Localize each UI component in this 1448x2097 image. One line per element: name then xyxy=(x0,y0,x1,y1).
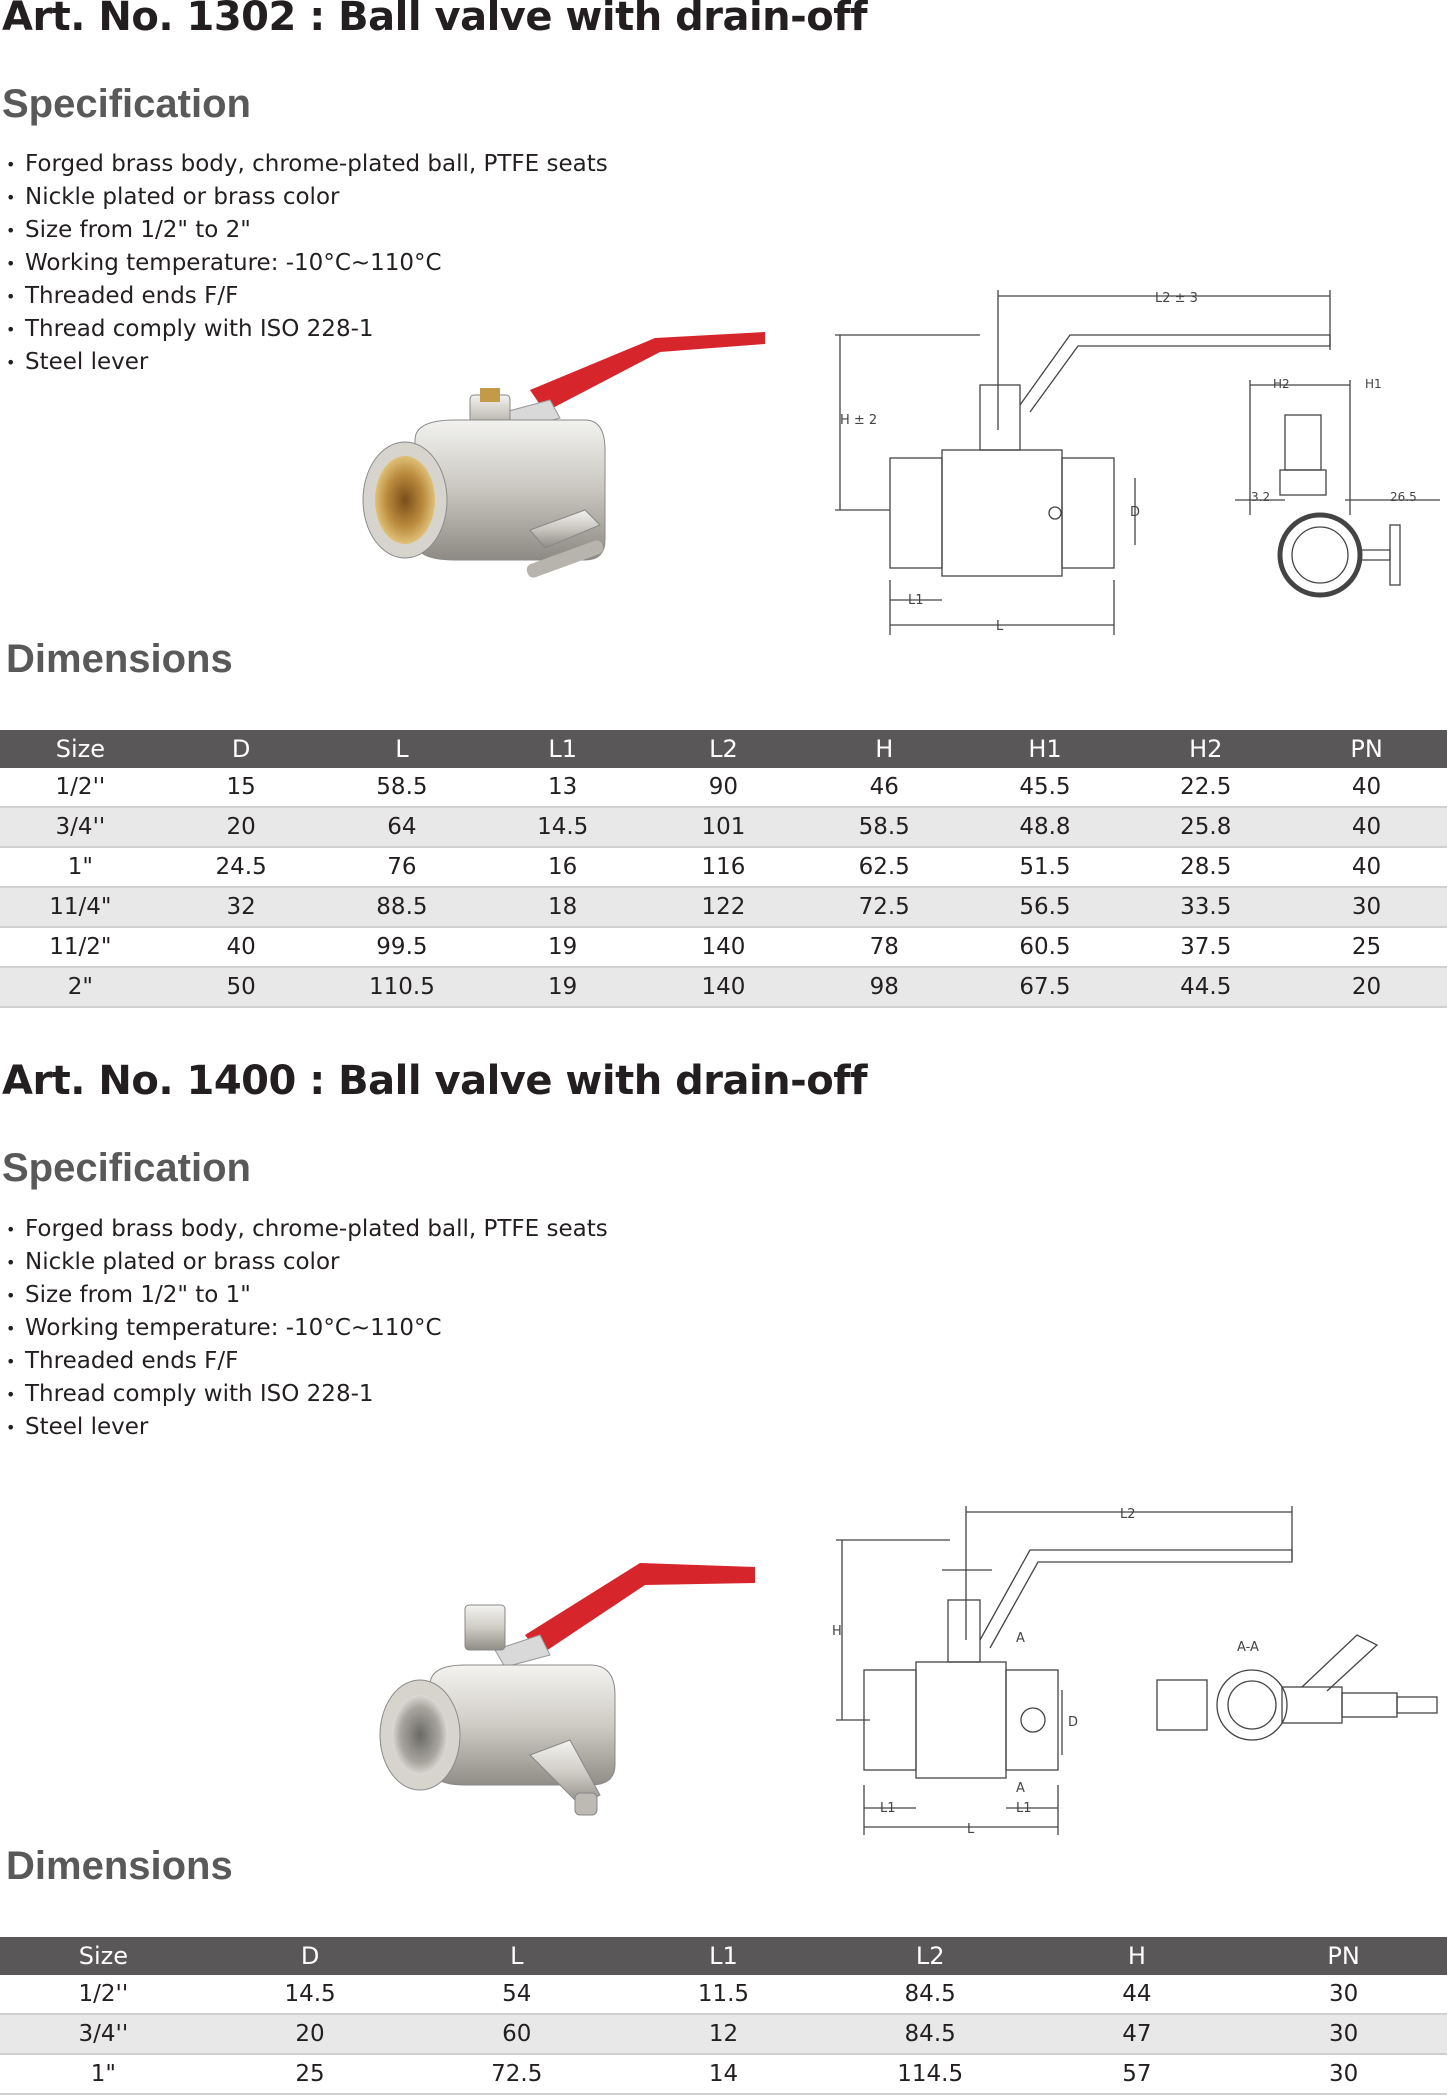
table-cell: 14.5 xyxy=(207,1975,414,2014)
specification-heading-1400: Specification xyxy=(2,1146,251,1190)
table-cell: 14 xyxy=(620,2054,827,2094)
spec-item: • Threaded ends F/F xyxy=(6,280,608,313)
label-section-aa: A-A xyxy=(1237,1640,1259,1655)
spec-item: • Forged brass body, chrome-plated ball, PTFE seats xyxy=(6,1213,608,1246)
table-cell: 110.5 xyxy=(322,967,483,1007)
spec-item: • Forged brass body, chrome-plated ball, PTFE seats xyxy=(6,148,608,181)
table-cell: 60.5 xyxy=(965,927,1126,967)
spec-item: • Nickle plated or brass color xyxy=(6,1246,608,1279)
table-cell: 18 xyxy=(482,887,643,927)
dimensions-heading-1302: Dimensions xyxy=(6,637,233,681)
table-cell: 140 xyxy=(643,927,804,967)
label-d: D xyxy=(1130,505,1141,520)
spec-list-1400 xyxy=(6,1213,608,1444)
table-cell: 32 xyxy=(161,887,322,927)
table-cell: 44.5 xyxy=(1125,967,1286,1007)
table-cell: 12 xyxy=(620,2014,827,2054)
article-1400-title: Art. No. 1400 : Ball valve with drain-off xyxy=(2,1058,868,1104)
table-cell: 16 xyxy=(482,847,643,887)
table-cell: 13 xyxy=(482,768,643,807)
spec-item: • Size from 1/2" to 2" xyxy=(6,214,608,247)
spec-item: • Working temperature: -10°C~110°C xyxy=(6,1312,608,1345)
label-a-top: A xyxy=(1016,1631,1025,1646)
table-cell: 40 xyxy=(1286,847,1447,887)
col-header: L2 xyxy=(643,730,804,768)
table-cell: 40 xyxy=(1286,768,1447,807)
label-l1: L1 xyxy=(880,1801,896,1816)
table-cell: 14.5 xyxy=(482,807,643,847)
table-cell: 116 xyxy=(643,847,804,887)
technical-drawing-side-1302 xyxy=(1225,375,1447,615)
table-cell: 1/2'' xyxy=(0,1975,207,2014)
table-cell: 20 xyxy=(207,2014,414,2054)
dimensions-table-1400 xyxy=(0,1937,1447,2095)
col-header: H2 xyxy=(1125,730,1286,768)
col-header: L1 xyxy=(482,730,643,768)
label-dim-b: 26.5 xyxy=(1390,490,1417,504)
table-cell: 64 xyxy=(322,807,483,847)
table-cell: 54 xyxy=(413,1975,620,2014)
table-cell: 140 xyxy=(643,967,804,1007)
col-header: L xyxy=(413,1937,620,1975)
table-cell: 25.8 xyxy=(1125,807,1286,847)
label-d: D xyxy=(1068,1715,1079,1730)
col-header: L xyxy=(322,730,483,768)
table-cell: 11/4" xyxy=(0,887,161,927)
table-cell: 48.8 xyxy=(965,807,1126,847)
col-header: PN xyxy=(1286,730,1447,768)
label-a-bottom: A xyxy=(1016,1781,1025,1796)
table-row xyxy=(0,1975,1447,2014)
table-cell: 98 xyxy=(804,967,965,1007)
table-cell: 11/2" xyxy=(0,927,161,967)
spec-item: • Steel lever xyxy=(6,346,608,379)
table-header-row xyxy=(0,730,1447,768)
table-row xyxy=(0,887,1447,927)
table-cell: 44 xyxy=(1034,1975,1241,2014)
table-cell: 84.5 xyxy=(827,1975,1034,2014)
table-cell: 40 xyxy=(1286,807,1447,847)
table-row xyxy=(0,967,1447,1007)
col-header: Size xyxy=(0,730,161,768)
spec-item: • Thread comply with ISO 228-1 xyxy=(6,313,608,346)
table-cell: 101 xyxy=(643,807,804,847)
table-cell: 33.5 xyxy=(1125,887,1286,927)
table-row xyxy=(0,927,1447,967)
dimensions-heading-1400: Dimensions xyxy=(6,1844,233,1888)
table-cell: 56.5 xyxy=(965,887,1126,927)
label-h2: H2 xyxy=(1273,377,1290,391)
table-cell: 20 xyxy=(161,807,322,847)
label-l2: L2 xyxy=(1120,1507,1136,1522)
article-1302-title: Art. No. 1302 : Ball valve with drain-off xyxy=(2,0,868,40)
table-cell: 99.5 xyxy=(322,927,483,967)
col-header: L2 xyxy=(827,1937,1034,1975)
label-l2: L2 ± 3 xyxy=(1155,291,1198,306)
label-h: H ± 2 xyxy=(840,413,878,428)
col-header: H1 xyxy=(965,730,1126,768)
table-cell: 78 xyxy=(804,927,965,967)
table-cell: 62.5 xyxy=(804,847,965,887)
col-header: H xyxy=(1034,1937,1241,1975)
spec-item: • Nickle plated or brass color xyxy=(6,181,608,214)
table-cell: 60 xyxy=(413,2014,620,2054)
table-cell: 40 xyxy=(161,927,322,967)
spec-item: • Thread comply with ISO 228-1 xyxy=(6,1378,608,1411)
table-cell: 45.5 xyxy=(965,768,1126,807)
col-header: Size xyxy=(0,1937,207,1975)
table-cell: 2" xyxy=(0,967,161,1007)
table-cell: 122 xyxy=(643,887,804,927)
table-cell: 90 xyxy=(643,768,804,807)
table-header-row xyxy=(0,1937,1447,1975)
table-cell: 3/4'' xyxy=(0,2014,207,2054)
table-cell: 84.5 xyxy=(827,2014,1034,2054)
table-cell: 57 xyxy=(1034,2054,1241,2094)
label-l: L xyxy=(996,619,1004,634)
table-cell: 25 xyxy=(207,2054,414,2094)
col-header: D xyxy=(161,730,322,768)
table-cell: 22.5 xyxy=(1125,768,1286,807)
label-l1-right: L1 xyxy=(1016,1801,1032,1816)
table-cell: 30 xyxy=(1240,2054,1447,2094)
table-cell: 51.5 xyxy=(965,847,1126,887)
table-cell: 46 xyxy=(804,768,965,807)
table-cell: 30 xyxy=(1240,2014,1447,2054)
table-cell: 28.5 xyxy=(1125,847,1286,887)
table-cell: 50 xyxy=(161,967,322,1007)
table-cell: 25 xyxy=(1286,927,1447,967)
table-cell: 58.5 xyxy=(804,807,965,847)
spec-item: • Threaded ends F/F xyxy=(6,1345,608,1378)
table-cell: 1" xyxy=(0,2054,207,2094)
spec-item: • Steel lever xyxy=(6,1411,608,1444)
table-cell: 19 xyxy=(482,967,643,1007)
table-cell: 30 xyxy=(1240,1975,1447,2014)
table-cell: 67.5 xyxy=(965,967,1126,1007)
col-header: D xyxy=(207,1937,414,1975)
table-row xyxy=(0,2054,1447,2094)
table-cell: 1/2'' xyxy=(0,768,161,807)
table-row xyxy=(0,807,1447,847)
table-cell: 47 xyxy=(1034,2014,1241,2054)
table-cell: 58.5 xyxy=(322,768,483,807)
table-cell: 24.5 xyxy=(161,847,322,887)
table-row xyxy=(0,847,1447,887)
label-l: L xyxy=(967,1822,975,1837)
table-cell: 30 xyxy=(1286,887,1447,927)
col-header: PN xyxy=(1240,1937,1447,1975)
table-row xyxy=(0,768,1447,807)
label-h1: H1 xyxy=(1365,377,1382,391)
table-cell: 20 xyxy=(1286,967,1447,1007)
table-cell: 72.5 xyxy=(413,2054,620,2094)
table-cell: 114.5 xyxy=(827,2054,1034,2094)
table-cell: 37.5 xyxy=(1125,927,1286,967)
table-cell: 1" xyxy=(0,847,161,887)
table-cell: 76 xyxy=(322,847,483,887)
table-cell: 19 xyxy=(482,927,643,967)
label-l1: L1 xyxy=(908,593,924,608)
col-header: L1 xyxy=(620,1937,827,1975)
product-photo-1400 xyxy=(370,1555,770,1825)
table-cell: 3/4'' xyxy=(0,807,161,847)
col-header: H xyxy=(804,730,965,768)
table-cell: 15 xyxy=(161,768,322,807)
dimensions-table-1302 xyxy=(0,730,1447,1008)
table-row xyxy=(0,2014,1447,2054)
table-cell: 88.5 xyxy=(322,887,483,927)
label-h: H xyxy=(832,1624,842,1639)
spec-item: • Size from 1/2" to 1" xyxy=(6,1279,608,1312)
spec-item: • Working temperature: -10°C~110°C xyxy=(6,247,608,280)
table-cell: 11.5 xyxy=(620,1975,827,2014)
label-dim-a: 3.2 xyxy=(1251,490,1271,504)
section-drawing-aa-1400 xyxy=(1152,1625,1447,1775)
specification-heading-1302: Specification xyxy=(2,82,251,126)
table-cell: 72.5 xyxy=(804,887,965,927)
product-photo-1302 xyxy=(355,320,775,600)
